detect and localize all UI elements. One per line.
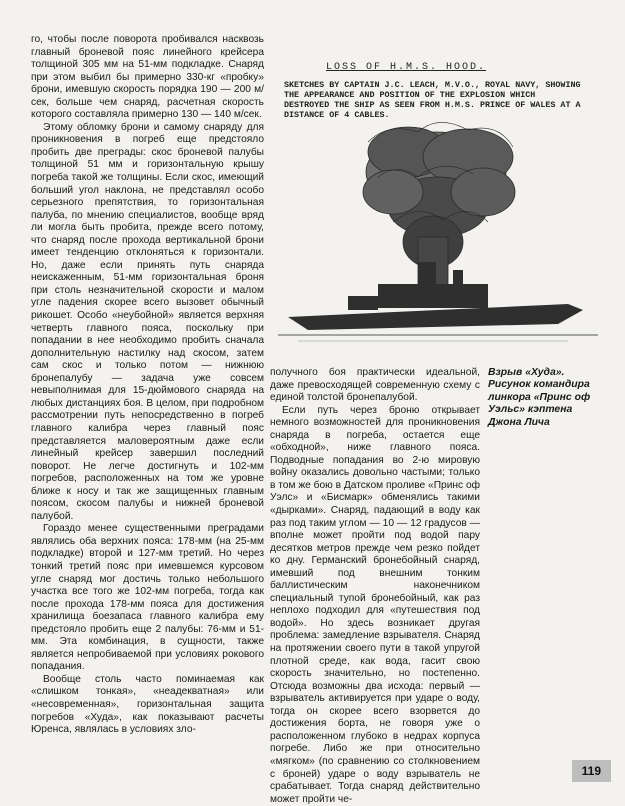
illustration-caption: Взрыв «Худа». Рисунок командира линкора «Принс оф Уэльс» кэптена Джона Лича <box>488 367 591 428</box>
figure-caption: SKETCHES BY CAPTAIN J.C. LEACH, M.V.O., ROYAL NAVY, SHOWING THE APPEARANCE AND POSITION OF THE EXPLOSION WHICH DESTROYED THE SHIP AS SEEN FROM H.M.S. PRINCE OF WALES AT A DISTANCE OF 4 CABLES. <box>284 80 581 120</box>
article-column-middle <box>270 367 480 806</box>
page-number: 119 <box>572 760 611 782</box>
paragraph: Вообще столь часто поминаемая как «слишком тонкая», «неадекватная» или «несовременная», горизонтальная защита погребов «Худа», как показывают расчеты Юренса, являлась в условиях зло- <box>31 673 264 736</box>
hood-explosion-sketch <box>268 52 608 362</box>
paragraph: Этому обломку брони и самому снаряду для проникновения в погреб еще предстояло пробить две преграды: скос броневой палубы толщиной 51 мм и горизонтальную крышу погреба такой же толщины. Если скос, имеющий больший угол наклона, не представлял особо серьезного препятствия, то горизонтальная палуба, по мнению специалистов, вообще вряд ли могла быть пробита, прежде всего потому, что снаряд после прохода вертикальной брони имеет тенденцию отклоняться к горизонтали. Но, даже если принять путь снаряда неискаженным, 51-мм горизонтальная броня при столь незначительной скорости и малом угле падения скорее всего вызовет обычный рикошет. Особо «неубойной» является верхняя четверть главного пояса, поскольку при попадании в нее необходимо пробить сначала дополнительную настилку над скосом, затем сам скос и только потом — нижнюю бронепалубу — задача уже совсем невыполнимая для 15-дюймового снаряда на любых дистанциях боя. В целом, при подробном рассмотрении путь непосредственно в погреб главного калибра через главный пояс представляется маловероятным даже если линейный крейсер завершил последний поворот. Не легче достигнуть и 102-мм погребов, расположенных на том же уровне ближе к носу и так же защищенных главным поясом, скосом палубы и нижней броневой палубой. <box>31 121 264 522</box>
paragraph: Гораздо менее существенными преградами являлись оба верхних пояса: 178-мм (на 25-мм подкладке) второй и 127-мм третий. Но через тонкий третий пояс при имевшемся курсовом угле снаряд мог достичь только небольшого участка все того же 102-мм погреба, тогда как после прохода 178-мм пояса для достижения хранилища боезапаса главного калибра ему предстояло пробить еще 2 палубы: 76-мм и 51-мм. Эта комбинация, в сущности, также является непробиваемой при условиях рокового попадания. <box>31 523 264 673</box>
paragraph: получного боя практически идеальной, даже превосходящей современную схему с единой толстой бронепалубой. <box>270 367 480 404</box>
paragraph: го, чтобы после поворота пробивался насквозь главный броневой пояс линейного крейсера толщиной 305 мм на 51-мм подкладке. Снаряд при этом выбил бы примерно 330-кг «пробку» брони, имевшую скорость порядка 190 — 200 м/сек, больше чем снаряд, расчетная скорость которого составляла примерно 130 — 140 м/сек. <box>31 34 264 121</box>
paragraph: Если путь через броню открывает немного возможностей для проникновения снаряда в погреба, остается еще «обходной», ниже главного пояса. Подводные попадания во 2-ю мировую войну оказались довольно частыми; только в том же бою в Датском проливе «Принс оф Уэлс» и «Бисмарк» обменялись такими «дырками». Снаряд, падающий в воду как раз под таким углом — 10 — 12 градусов — вполне может пройти под водой пару десятков метров прежде чем резко пойдет ко дну. Германский бронебойный снаряд, имевший под внешним тонким баллистическим наконечником специальный тупой бронебойный, как раз неплохо подходил для «путешествия под водой». Но здесь возникает другая проблема: замедление взрывателя. Снаряд на протяжении своего пути в такой упругой плотной среде, как вода, гасит свою скорость значительно, но постепенно. Отсюда возможны два исхода: первый — взрыватель активируется при ударе о воду, тогда он скорее всего взорвется до достижения борта, не говоря уже о расположенном глубоко в недрах корпуса погребе. Либо же при относительно «мягком» (по сравнению со столкновением с броней) ударе о воду взрыватель не срабатывает. Тогда снаряд действительно может пройти че- <box>270 404 480 805</box>
figure-title: LOSS OF H.M.S. HOOD. <box>326 62 487 73</box>
article-column-left <box>31 34 264 737</box>
